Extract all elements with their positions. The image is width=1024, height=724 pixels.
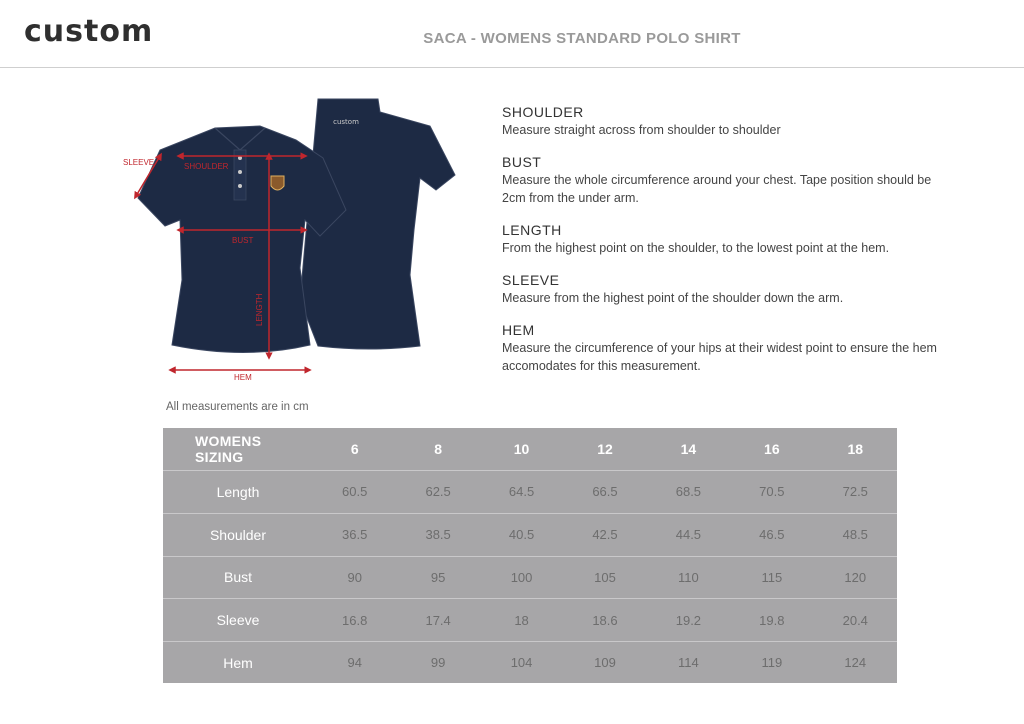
table-cell: 105 [563,556,646,599]
table-cell: 104 [510,655,533,670]
table-cell: 70.5 [730,471,813,514]
table-cell: 17.4 [396,599,479,642]
table-cell: 36.5 [313,513,396,556]
guide-heading: SLEEVE [502,272,560,288]
table-cell: 109 [594,655,616,670]
table-cell: 38.5 [396,513,479,556]
guide-heading: SHOULDER [502,104,584,120]
page-title-text: SACA - WOMENS STANDARD POLO SHIRT [423,30,741,47]
row-label: Bust [163,556,313,599]
table-header-row [163,428,897,471]
table-cell: 64.5 [480,471,563,514]
table-cell: 94 [347,655,362,670]
units-note: All measurements are in cm [166,401,309,413]
table-cell: 120 [814,556,897,599]
table-cell: 20.4 [814,599,897,642]
row-label: Length [163,471,313,514]
row-label: Shoulder [163,513,313,556]
guide-description: Measure from the highest point of the shoulder down the arm. [502,291,844,305]
size-column-header: 14 [647,428,730,471]
table-cell: 124 [844,655,867,670]
guide-description: Measure the whole circumference around your chest. Tape position should be 2cm from the under arm. [502,173,932,205]
guide-heading: LENGTH [502,222,562,238]
table-cell: 60.5 [313,471,396,514]
guide-description: Measure straight across from shoulder to shoulder [502,123,781,137]
table-cell: 40.5 [480,513,563,556]
table-cell: 68.5 [647,471,730,514]
table-row [163,556,897,599]
table-cell: 66.5 [563,471,646,514]
table-cell: 16.8 [313,599,396,642]
size-column-header: 10 [480,428,563,471]
table-cell: 114 [678,655,699,670]
table-cell: 42.5 [563,513,646,556]
sleeve-label: SLEEVE [123,158,155,167]
guide-sleeve [502,272,942,307]
length-label: LENGTH [255,293,264,326]
hem-label: HEM [234,373,252,382]
guide-bust [502,154,942,207]
size-chart-table [163,428,897,683]
table-cell: 115 [730,556,813,599]
table-cell: 119 [761,655,783,670]
measurement-guide [502,104,942,390]
table-row [163,513,897,556]
size-column-header: 6 [313,428,396,471]
table-row [163,642,897,684]
row-label: Sleeve [163,599,313,642]
guide-shoulder [502,104,942,139]
table-cell: 72.5 [814,471,897,514]
crest-emblem [271,176,284,190]
back-neck-label: custom [333,118,359,126]
table-row [163,599,897,642]
guide-description: From the highest point on the shoulder, to the lowest point at the hem. [502,241,890,255]
table-cell: 99 [430,655,446,670]
guide-description: Measure the circumference of your hips at their widest point to ensure the hem accomodates for this measurement. [502,341,937,373]
table-cell: 90 [313,556,396,599]
table-cell: 110 [647,556,730,599]
table-cell: 18.6 [563,599,646,642]
page-header [0,0,1024,68]
bust-label: BUST [232,236,254,245]
table-cell: 44.5 [647,513,730,556]
guide-heading: HEM [502,322,535,338]
table-cell: 46.5 [730,513,813,556]
table-cell: 100 [480,556,563,599]
table-cell: 48.5 [814,513,897,556]
size-column-header: 8 [396,428,479,471]
guide-heading: BUST [502,154,542,170]
size-column-header: 16 [730,428,813,471]
guide-length [502,222,942,257]
guide-hem [502,322,942,375]
table-cell: 95 [396,556,479,599]
size-column-header: 12 [563,428,646,471]
page-title [0,30,1024,47]
size-column-header: 18 [814,428,897,471]
polo-shirt-illustration [120,92,470,392]
table-cell: 62.5 [396,471,479,514]
table-row [163,471,897,514]
table-cell: 19.2 [647,599,730,642]
shoulder-label: SHOULDER [184,162,229,171]
brand-logo: custom [24,14,154,49]
table-cell: 18 [480,599,563,642]
row-label: Hem [223,654,253,671]
table-corner-label: WOMENS SIZING [163,428,313,471]
table-cell: 19.8 [730,599,813,642]
